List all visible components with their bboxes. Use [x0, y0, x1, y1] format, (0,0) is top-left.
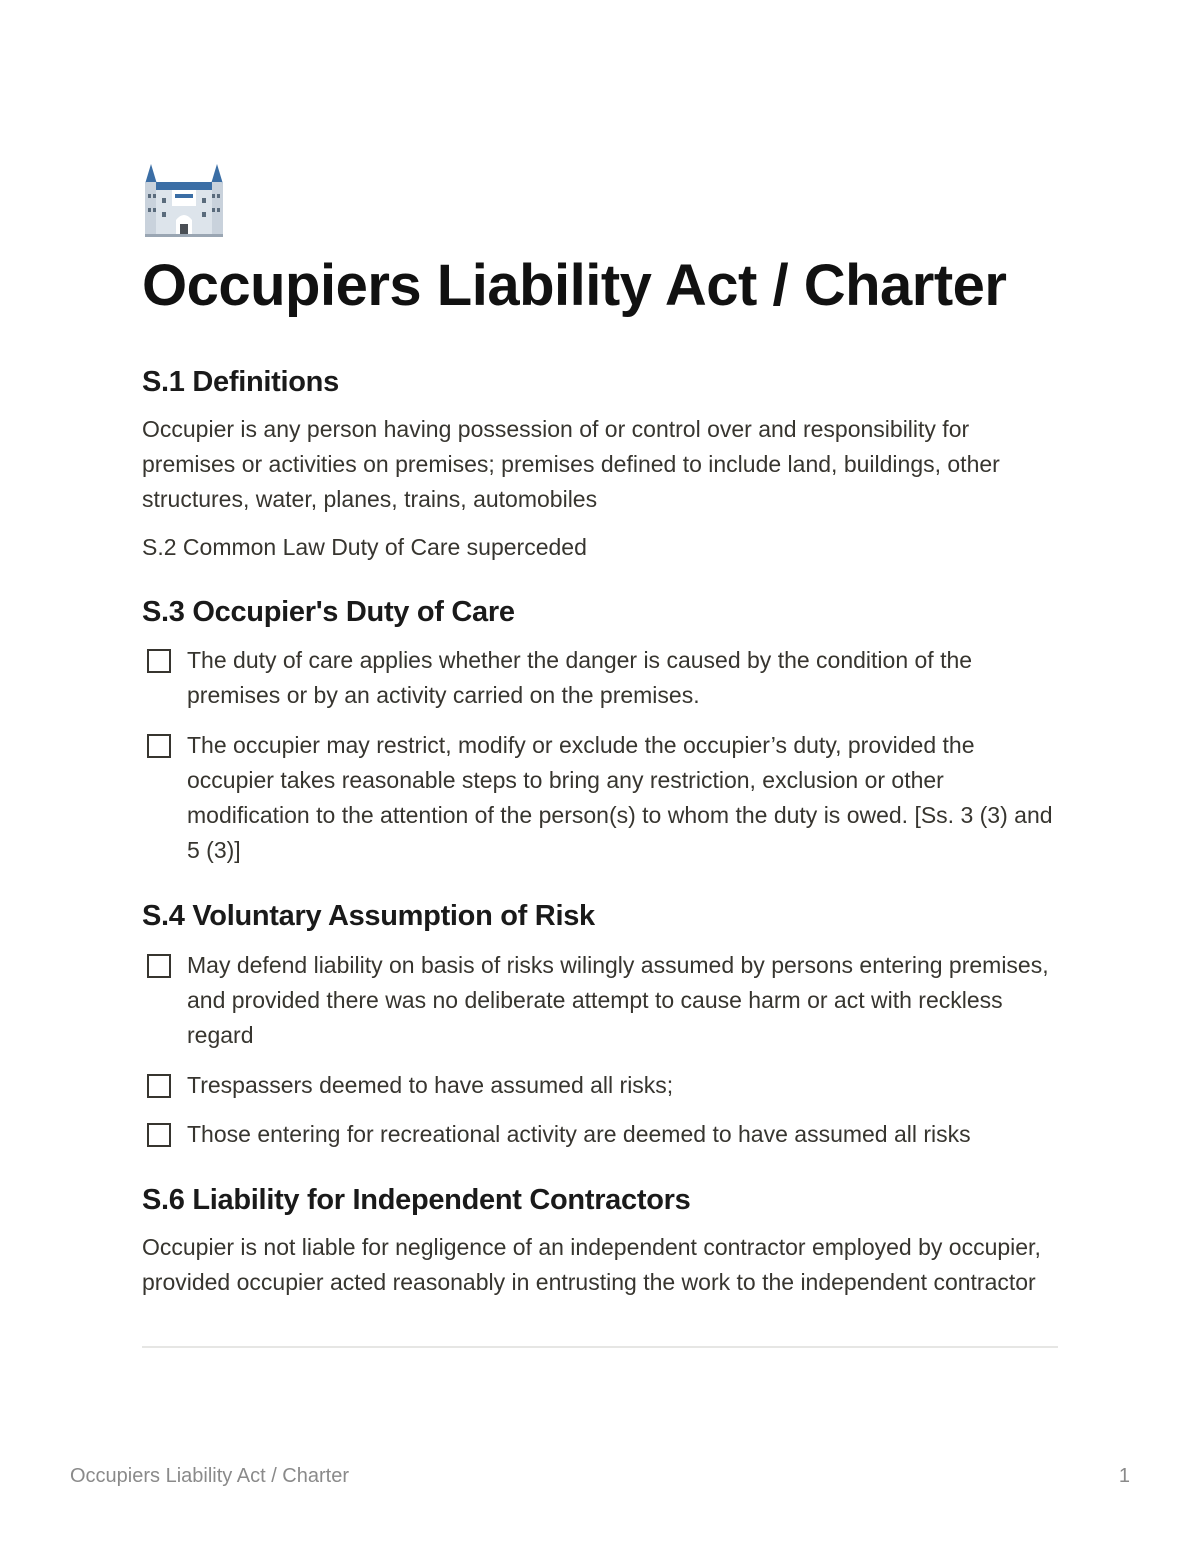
section-heading-voluntary-assumption: S.4 Voluntary Assumption of Risk	[142, 900, 595, 932]
todo-text: The occupier may restrict, modify or exclude the occupier’s duty, provided the occupier takes reasonable steps to bring any restriction, exclusion or other modification to the attention of the person(s) to whom the duty is owed. [Ss. 3 (3) and 5 (3)]	[187, 732, 1053, 863]
divider	[142, 1346, 1058, 1348]
page-number: 1	[1118, 1465, 1130, 1487]
todo-text: Trespassers deemed to have assumed all risks;	[187, 1072, 674, 1098]
checkbox[interactable]	[147, 734, 171, 758]
todo-text: May defend liability on basis of risks wilingly assumed by persons entering premises, and provided there was no deliberate attempt to cause harm or act with reckless regard	[187, 952, 1049, 1048]
checkbox[interactable]	[147, 649, 171, 673]
todo-item	[142, 1117, 1062, 1152]
page-title: Occupiers Liability Act / Charter	[142, 253, 1007, 318]
definitions-paragraph: Occupier is any person having possession of or control over and responsibility for premises or activities on premises; premises defined to include land, buildings, other structures, water, planes, trains, automobiles	[142, 416, 1000, 512]
todo-item	[142, 948, 1062, 1053]
todo-text: Those entering for recreational activity are deemed to have assumed all risks	[187, 1121, 971, 1147]
todo-text: The duty of care applies whether the danger is caused by the condition of the premises or by an activity carried on the premises.	[187, 647, 973, 708]
todo-item	[142, 728, 1062, 868]
footer-title: Occupiers Liability Act / Charter	[70, 1465, 349, 1487]
common-law-paragraph: S.2 Common Law Duty of Care superceded	[142, 534, 587, 560]
section-heading-definitions: S.1 Definitions	[142, 366, 339, 398]
section-heading-duty-of-care: S.3 Occupier's Duty of Care	[142, 596, 515, 628]
todo-item	[142, 1068, 1062, 1103]
section-heading-independent-contractors: S.6 Liability for Independent Contractors	[142, 1184, 691, 1216]
checkbox[interactable]	[147, 1074, 171, 1098]
checkbox[interactable]	[147, 1123, 171, 1147]
independent-contractors-paragraph: Occupier is not liable for negligence of an independent contractor employed by occupier, provided occupier acted reasonably in entrusting the work to the independent contractor	[142, 1234, 1041, 1295]
todo-item	[142, 643, 1062, 713]
checkbox[interactable]	[147, 954, 171, 978]
castle-icon	[142, 160, 226, 240]
